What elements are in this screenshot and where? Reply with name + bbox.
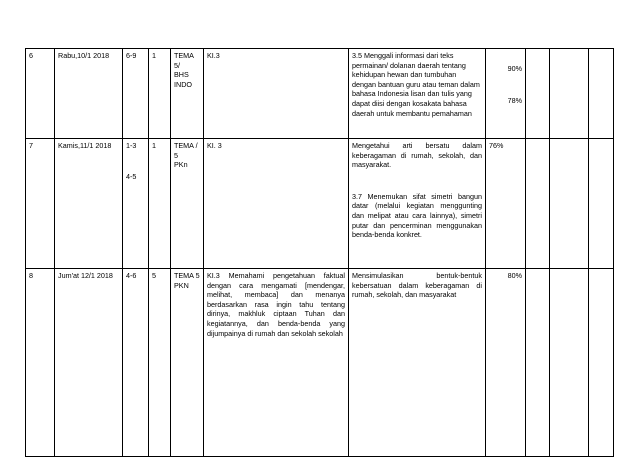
row-number: 8 xyxy=(26,269,55,457)
core-competence: KI. 3 xyxy=(204,139,349,269)
basic-competence: 3.5 Menggali informasi dari teks permainan/ dolanan daerah tentang kehidupan hewan dan tumbuhan dengan bantuan guru atau teman dalam bahasa Indonesia lisan dan tulis yang dapat diisi dengan kosakata bahasa daerah untuk membantu pemahaman xyxy=(349,49,486,139)
theme-cell xyxy=(171,269,204,457)
row-number: 7 xyxy=(26,139,55,269)
count-cell: 1 xyxy=(149,49,171,139)
theme-cell xyxy=(171,139,204,269)
schedule-table xyxy=(25,48,614,457)
lesson-hours: 4-6 xyxy=(123,269,149,457)
day-date: Jum'at 12/1 2018 xyxy=(55,269,123,457)
percentage-value: 90% xyxy=(507,64,522,73)
core-competence: KI.3 Memahami pengetahuan faktual dengan cara mengamati [mendengar, melihat, membaca] dan menanya berdasarkan rasa ingin tahu tentang dirinya, makhluk ciptaan Tuhan dan kegiatannya, dan benda-benda yang dijumpainya di rumah dan sekolah sekolah xyxy=(204,269,349,457)
percentage-value: 78% xyxy=(507,95,522,105)
day-date: Rabu,10/1 2018 xyxy=(55,49,123,139)
theme-line: INDO xyxy=(174,79,192,89)
count-cell: 5 xyxy=(149,269,171,457)
lesson-hours xyxy=(123,139,149,269)
lesson-hours: 6-9 xyxy=(123,49,149,139)
hours-line: 4-5 xyxy=(126,171,137,181)
theme-cell xyxy=(171,49,204,139)
empty-cell xyxy=(526,49,550,139)
percentage-cell: 80% xyxy=(486,269,526,457)
day-date: Kamis,11/1 2018 xyxy=(55,139,123,269)
empty-cell xyxy=(550,49,589,139)
theme-line: TEMA xyxy=(174,51,194,60)
theme-line: 5/ xyxy=(174,60,180,70)
core-competence: KI.3 xyxy=(204,49,349,139)
empty-cell xyxy=(526,269,550,457)
basic-competence xyxy=(349,139,486,269)
hours-line: 1-3 xyxy=(126,141,137,150)
theme-line: BHS xyxy=(174,70,189,80)
row-number: 6 xyxy=(26,49,55,139)
theme-line: PKn xyxy=(174,160,188,170)
table-row xyxy=(26,49,614,139)
empty-cell xyxy=(589,49,614,139)
theme-line: PKN xyxy=(174,280,189,290)
empty-cell xyxy=(526,139,550,269)
competence-paragraph: 3.7 Menemukan sifat simetri bangun datar (melalui kegiatan menggunting dan melipat atau cara lainnya), simetri putar dan pencerminan menggunakan benda-benda konkret. xyxy=(352,191,482,240)
table-row xyxy=(26,139,614,269)
theme-line: TEMA 5 xyxy=(174,271,200,280)
basic-competence: Mensimulasikan bentuk-bentuk kebersatuan dalam keberagaman di rumah, sekolah, dan masyarakat xyxy=(349,269,486,457)
table-row xyxy=(26,269,614,457)
count-cell: 1 xyxy=(149,139,171,269)
theme-line: TEMA / xyxy=(174,141,198,150)
theme-line: 5 xyxy=(174,150,178,160)
empty-cell xyxy=(589,139,614,269)
competence-paragraph: Mengetahui arti bersatu dalam keberagaman di rumah, sekolah, dan masyarakat. xyxy=(352,141,482,170)
empty-cell xyxy=(589,269,614,457)
empty-cell xyxy=(550,269,589,457)
percentage-cell xyxy=(486,49,526,139)
empty-cell xyxy=(550,139,589,269)
percentage-cell: 76% xyxy=(486,139,526,269)
